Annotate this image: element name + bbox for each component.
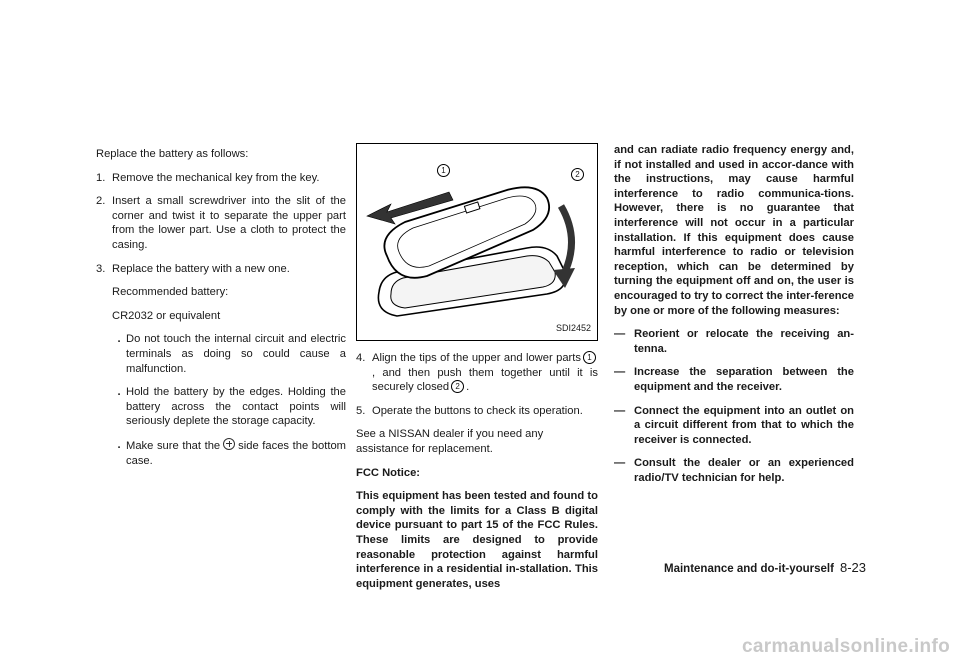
column-1 xyxy=(96,147,346,477)
bullet-text: Hold the battery by the edges. Holding the battery across the contact points will seriously deplete the storage capacity. xyxy=(126,386,346,428)
measure-item xyxy=(614,365,854,394)
footer-section: Maintenance and do-it-yourself xyxy=(664,563,834,575)
callout-2-inline: 2 xyxy=(451,380,464,393)
bullet-text xyxy=(126,438,346,468)
step-text: Operate the buttons to check its operation. xyxy=(372,404,583,417)
intro-text: Replace the battery as follows: xyxy=(96,148,249,160)
fcc-title: FCC Notice: xyxy=(356,466,421,479)
dash-glyph: — xyxy=(614,328,626,341)
measure-text: Reorient or relocate the receiving an-tenna. xyxy=(634,328,854,355)
step-number: 2. xyxy=(96,195,106,208)
dealer-note: See a NISSAN dealer if you need any assistance for replacement. xyxy=(356,428,544,455)
step4-part-b: , and then push them together until it is securely closed xyxy=(372,366,598,394)
step-number: 5. xyxy=(356,404,366,417)
step-text: Remove the mechanical key from the key. xyxy=(112,171,320,184)
recommended-label: Recommended battery: xyxy=(112,286,229,299)
page-footer xyxy=(636,560,866,575)
step4-part-c: . xyxy=(466,381,470,394)
column-3 xyxy=(614,143,854,494)
measure-item xyxy=(614,327,854,356)
callout-2: 2 xyxy=(571,168,584,181)
callout-1: 1 xyxy=(437,164,450,177)
column-2 xyxy=(356,143,598,600)
step-number: 3. xyxy=(96,262,106,275)
watermark: carmanualsonline.info xyxy=(742,636,950,657)
step-5 xyxy=(356,404,598,419)
measure-item xyxy=(614,404,854,448)
step-4 xyxy=(356,351,598,395)
step-2 xyxy=(96,194,346,252)
step-text: Insert a small screwdriver into the slit of the corner and twist it to separate the upper part from the lower part. Use a cloth to protect the casing. xyxy=(112,195,346,251)
measure-text: Consult the dealer or an experienced radio/TV technician for help. xyxy=(634,457,854,484)
battery-type: CR2032 or equivalent xyxy=(112,309,221,322)
dash-glyph: — xyxy=(614,457,626,470)
bullet-item xyxy=(112,438,346,468)
dash-glyph: — xyxy=(614,404,626,417)
fcc-body-continued: and can radiate radio frequency energy and, if not installed and used in accor-dance with the instructions, may cause harmful interference to radio communica-tions. However, there is no guarantee that interference will not occur in a particular installation. If this equipment does cause harmful interference to radio or television reception, which can be determined by turning the equipment off and on, the user is encouraged to try to correct the inter-ference by one or more of the following measures: xyxy=(614,144,854,317)
step-1 xyxy=(96,171,346,186)
dash-glyph: — xyxy=(614,366,626,379)
key-fob-illustration xyxy=(356,143,598,341)
page-number: 8-23 xyxy=(839,560,866,575)
key-fob-drawing xyxy=(357,144,597,340)
bullet-item xyxy=(112,385,346,429)
step4-part-a: Align the tips of the upper and lower parts xyxy=(372,352,581,364)
step-text xyxy=(372,351,598,395)
measure-text: Increase the separation between the equipment and the receiver. xyxy=(634,366,854,393)
bullet-text: Do not touch the internal circuit and electric terminals as doing so could cause a malfunction. xyxy=(126,333,346,375)
step-text: Replace the battery with a new one. xyxy=(112,262,290,275)
positive-terminal-icon xyxy=(223,438,235,450)
fcc-body: This equipment has been tested and found to comply with the limits for a Class B digital device pursuant to part 15 of the FCC Rules. These limits are designed to provide reasonable protection against harmful interference in a residential in-stallation. This equipment generates, uses xyxy=(356,490,598,590)
callout-1-inline: 1 xyxy=(583,351,596,364)
bullet-item xyxy=(112,332,346,376)
measure-item xyxy=(614,456,854,485)
bullet3-pre: Make sure that the xyxy=(126,439,221,452)
measure-text: Connect the equipment into an outlet on a circuit different from that to which the receiver is connected. xyxy=(634,404,854,446)
bullet3-post: side faces the bottom case. xyxy=(126,439,346,467)
step-number: 1. xyxy=(96,171,106,184)
step-3 xyxy=(96,262,346,277)
step-number: 4. xyxy=(356,352,366,364)
figure-code: SDI2452 xyxy=(555,323,591,334)
bullet-glyph: . xyxy=(117,438,121,451)
bullet-glyph: . xyxy=(117,333,121,346)
bullet-glyph: . xyxy=(117,386,121,399)
